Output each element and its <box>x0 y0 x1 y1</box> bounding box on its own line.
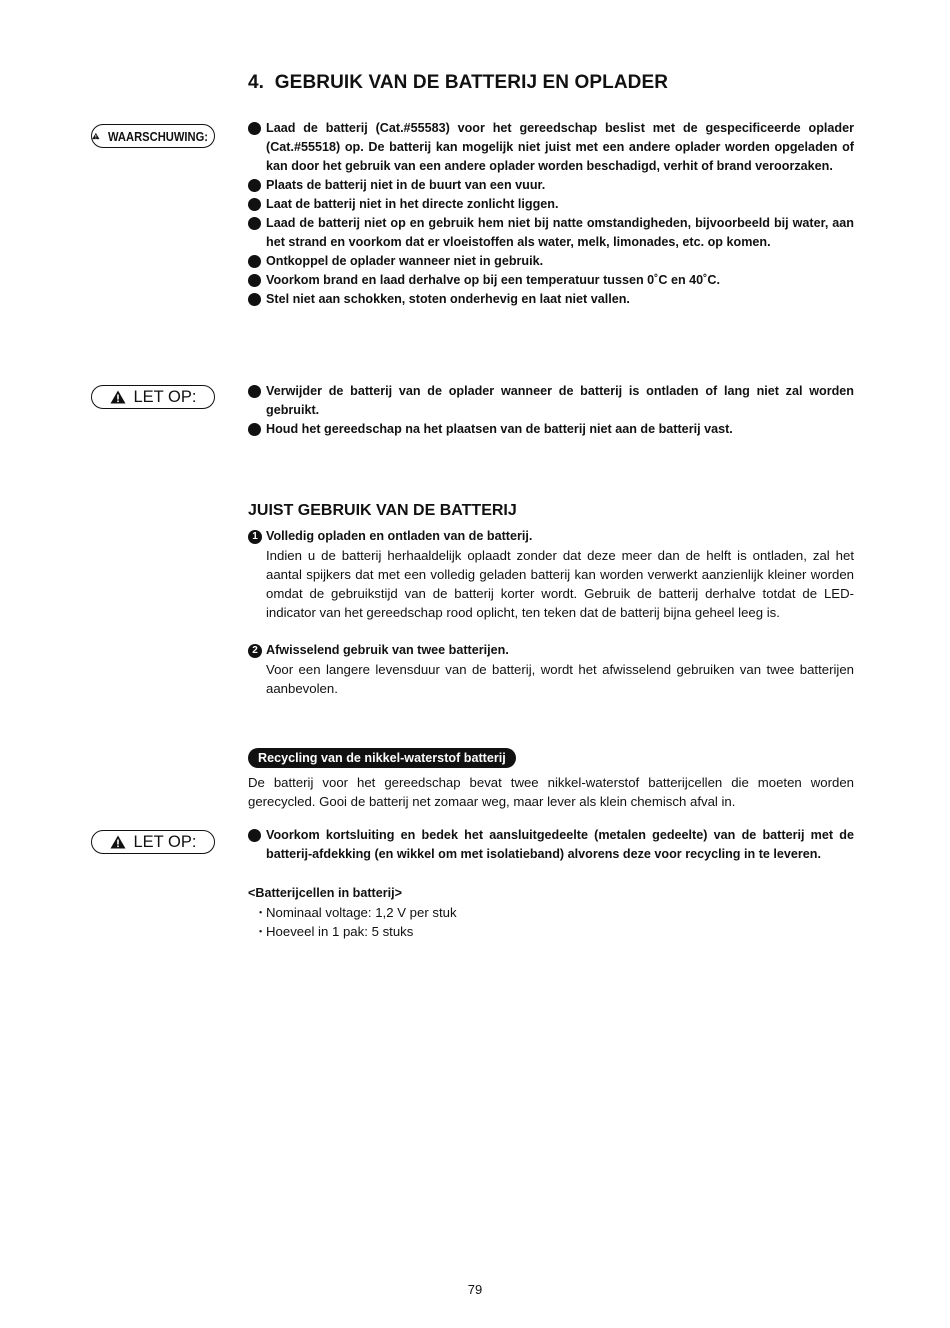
step-body: Indien u de batterij herhaaldelijk oplaadt zonder dat deze meer dan de helft is ontladen, zal het aantal spijkers dat met een volledig geladen batterij kan worden verwerkt aanzienlijk kleiner worden omdat de gebruikstijd van de batterij korter wordt. Gebruik de batterij derhalve totdat de LED-indicator van het gereedschap rood oplicht, ten teken dat de batterij bijna geheel leeg is. <box>266 548 854 620</box>
warning-list <box>248 119 854 309</box>
list-item-text: Stel niet aan schokken, stoten onderhevig en laat niet vallen. <box>266 292 630 306</box>
list-item-text: Voorkom brand en laad derhalve op bij een temperatuur tussen 0˚C en 40˚C. <box>266 273 720 287</box>
recycling-text: De batterij voor het gereedschap bevat twee nikkel-waterstof batterijcellen die moeten worden gerecycled. Gooi de batterij net zomaar weg, maar lever als klein chemisch afval in. <box>248 775 854 809</box>
list-item <box>248 903 854 922</box>
list-item-text: Voorkom kortsluiting en bedek het aansluitgedeelte (metalen gedeelte) van de batterij met de batterij-afdekking (en wikkel om met isolatieband) alvorens deze voor recycling in te leveren. <box>266 828 854 861</box>
bullet-icon <box>248 385 261 398</box>
list-item <box>248 176 854 195</box>
caution-list <box>248 382 854 439</box>
section-title: 4. GEBRUIK VAN DE BATTERIJ EN OPLADER <box>248 72 669 93</box>
step-item <box>248 641 854 698</box>
bullet-icon <box>248 293 261 306</box>
caution-label: LET OP: <box>133 832 197 851</box>
list-item-text: Plaats de batterij niet in de buurt van een vuur. <box>266 178 546 192</box>
bullet-icon <box>248 255 261 268</box>
list-item <box>248 290 854 309</box>
bullet-icon <box>248 217 261 230</box>
list-item-text: Laad de batterij (Cat.#55583) voor het gereedschap beslist met de gespecificeerde oplader (Cat.#55518) op. De batterij kan mogelijk niet juist met een andere oplader worden opgeladen of kan door het gebruik van een andere oplader worden beschadigd, verhit of brand veroorzaken. <box>266 121 854 173</box>
bullet-icon: ・ <box>254 924 268 939</box>
list-item <box>248 252 854 271</box>
cells-heading: <Batterijcellen in batterij> <box>248 886 402 900</box>
number-circle-icon: 1 <box>248 530 262 544</box>
warning-triangle-icon <box>92 129 100 143</box>
caution-list <box>248 826 854 864</box>
bullet-icon <box>248 179 261 192</box>
caution-badge <box>91 830 215 854</box>
step-title: Volledig opladen en ontladen van de batterij. <box>266 529 533 543</box>
list-item <box>248 119 854 176</box>
battery-cells-info <box>248 884 854 941</box>
caution-label: LET OP: <box>133 387 197 406</box>
list-item <box>248 271 854 290</box>
list-item <box>248 382 854 420</box>
warning-triangle-icon <box>110 390 126 404</box>
list-item-text: Verwijder de batterij van de oplader wanneer de batterij is ontladen of lang niet zal worden gebruikt. <box>266 384 854 417</box>
section-heading: JUIST GEBRUIK VAN DE BATTERIJ <box>248 502 517 519</box>
warning-badge <box>91 124 215 148</box>
recycling-heading: Recycling van de nikkel-waterstof batterij <box>248 748 516 768</box>
list-item <box>248 195 854 214</box>
warning-triangle-icon <box>110 835 126 849</box>
list-item-text: Laat de batterij niet in het directe zonlicht liggen. <box>266 197 559 211</box>
bullet-icon <box>248 198 261 211</box>
warning-label: WAARSCHUWING: <box>107 128 208 144</box>
step-title: Afwisselend gebruik van twee batterijen. <box>266 643 509 657</box>
caution-badge <box>91 385 215 409</box>
list-item <box>248 826 854 864</box>
list-item-text: Ontkoppel de oplader wanneer niet in gebruik. <box>266 254 544 268</box>
list-item-text: Hoeveel in 1 pak: 5 stuks <box>266 924 414 939</box>
list-item <box>248 922 854 941</box>
bullet-icon <box>248 423 261 436</box>
list-item <box>248 214 854 252</box>
list-item-text: Nominaal voltage: 1,2 V per stuk <box>266 905 457 920</box>
bullet-icon <box>248 829 261 842</box>
step-item <box>248 527 854 622</box>
step-body: Voor een langere levensduur van de batterij, wordt het afwisselend gebruiken van twee batterijen aanbevolen. <box>266 662 854 696</box>
bullet-icon <box>248 274 261 287</box>
list-item <box>248 420 854 439</box>
list-item-text: Laad de batterij niet op en gebruik hem niet bij natte omstandigheden, bijvoorbeeld bij water, aan het strand en voorkom dat er vloeistoffen als water, melk, limonades, etc. op komen. <box>266 216 854 249</box>
bullet-icon <box>248 122 261 135</box>
bullet-icon: ・ <box>254 905 268 920</box>
number-circle-icon: 2 <box>248 644 262 658</box>
list-item-text: Houd het gereedschap na het plaatsen van de batterij niet aan de batterij vast. <box>266 422 733 436</box>
page-number: 79 <box>467 1282 483 1297</box>
